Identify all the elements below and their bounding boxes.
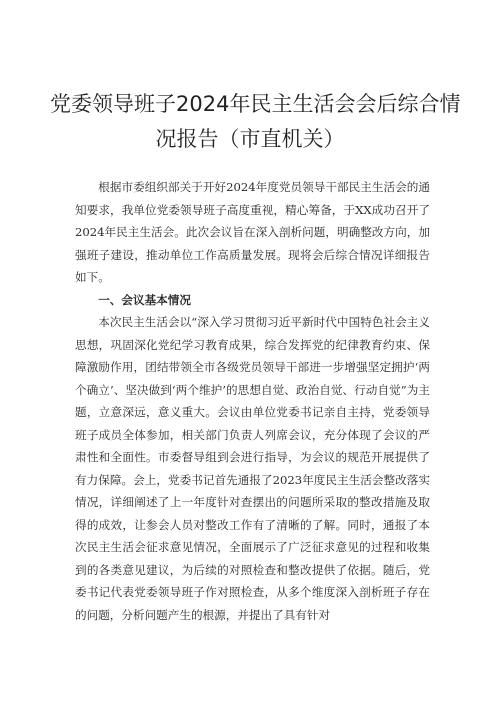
section-paragraph-meeting-overview: 本次民主生活会以“深入学习贯彻习近平新时代中国特色社会主义思想，巩固深化党纪学习教育成果，综合发挥党的纪律教育约束、保障激励作用，团结带领全市各级党员领导干部进一步增强坚定拥护‘两个确立’、坚决做到‘两个维护’的思想自觉、政治自觉、行动自觉”为主题，立意深远，意义重大。会议由单位党委书记亲自主持，党委领导班子成员全体参加，相关部门负责人列席会议，充分体现了会议的严肃性和全面性。市委督导组到会进行指导，为会议的规范开展提供了有力保障。会上，党委书记首先通报了2023年度民主生活会整改落实情况，详细阐述了上一年度针对查摆出的问题所采取的整改措施及取得的成效，让参会人员对整改工作有了清晰的了解。同时，通报了本次民主生活会征求意见情况，全面展示了广泛征求意见的过程和收集到的各类意见建议，为后续的对照检查和整改提供了依据。随后，党委书记代表党委领导班子作对照检查，从多个维度深入剖析班子存在的问题，分析问题产生的根源，并提出了具有针对 — [75, 315, 430, 622]
document-title-line2: 况报告（市直机关） — [155, 127, 345, 151]
document-title-line1: 党委领导班子2024年民主生活会会后综合情 — [50, 92, 461, 116]
intro-paragraph: 根据市委组织部关于开好2024年度党员领导干部民主生活会的通知要求，我单位党委领导班子高度重视，精心筹备，于XX成功召开了2024年民主生活会。此次会议旨在深入剖析问题，明确整改方向，加强班子建设，推动单位工作高质量发展。现将会后综合情况详细报告如下。 — [75, 180, 430, 284]
section-heading-meeting-overview: 一、会议基本情况 — [98, 292, 191, 307]
document-body — [75, 176, 430, 626]
